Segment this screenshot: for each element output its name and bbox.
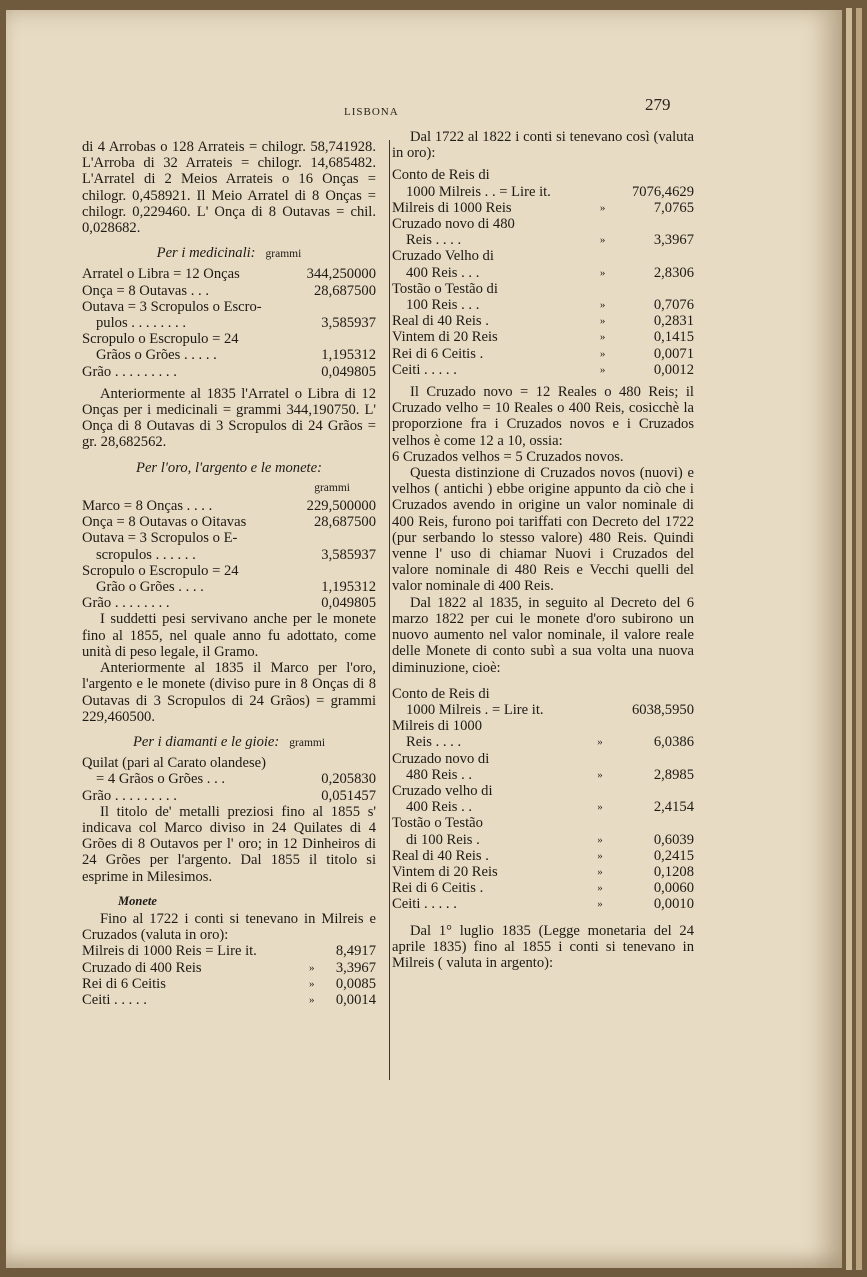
table-row — [82, 530, 376, 546]
row-value: 0,2831 — [653, 313, 694, 330]
left-column — [82, 139, 376, 1008]
row-label: Ceiti . . . . . — [82, 991, 147, 1008]
paragraph-anteriormente-1: Anteriormente al 1835 l'Arratel o Libra di 12 Onças per i medicinali = grammi 344,190750. L' Onça di 8 Outavas di 3 Scropulos di 24 Grãos = gr. 28,682562. — [82, 385, 376, 451]
section-heading-diamanti — [82, 734, 376, 751]
row-value: 0,049805 — [321, 595, 376, 612]
paragraph-questa: Questa distinzione di Cruzados novos (nuovi) e velhos ( antichi ) ebbe origine appunto da ciò che i Cruzados avendo in origine un valor nominale di 400 Reis, furono poi tariffati con Decreto del 1722 (pur serbando lo stesso valore) 480 Reis. Quindi venne l' uso di chiamar Nuovi i Cruzados del valore nominale di 480 Reis e Vecchi quelli del valor nominale di 400 Reis. — [392, 465, 694, 595]
row-label: 1000 Milreis . = Lire it. — [406, 701, 544, 718]
table-row — [392, 799, 694, 815]
table-row — [392, 864, 694, 880]
page-edge — [846, 8, 852, 1270]
row-label: Outava = 3 Scropulos o Escro- — [82, 298, 262, 315]
table-row — [392, 896, 694, 912]
row-value: 1,195312 — [321, 579, 376, 596]
table-row — [392, 815, 694, 831]
row-ditto-mark: » — [597, 849, 603, 862]
row-value: 0,0014 — [335, 991, 376, 1008]
table-row — [82, 547, 376, 563]
row-value: 2,4154 — [653, 799, 694, 816]
row-ditto-mark: » — [599, 363, 606, 376]
row-value — [615, 686, 694, 702]
row-ditto-mark: » — [308, 993, 315, 1006]
row-label: Outava = 3 Scropulos o E- — [82, 530, 238, 547]
row-ditto-mark: » — [597, 898, 603, 911]
table-row — [82, 788, 376, 804]
row-value: 3,585937 — [321, 315, 376, 332]
table-1822-1835 — [392, 686, 694, 913]
row-ditto-mark: » — [597, 801, 603, 814]
row-value — [615, 718, 694, 734]
row-label: Vintem di 20 Reis — [392, 329, 498, 346]
table-row — [392, 702, 694, 718]
row-value: 6,0386 — [653, 734, 694, 751]
row-ditto-mark — [585, 718, 615, 734]
row-value: 0,0071 — [653, 345, 694, 362]
row-value: 28,687500 — [313, 514, 376, 531]
row-ditto-mark — [588, 248, 618, 264]
row-label: = 4 Grãos o Grões . . . — [96, 771, 226, 788]
table-row — [392, 329, 694, 345]
row-label: Scropulo o Escropulo = 24 — [82, 562, 239, 579]
row-ditto-mark — [297, 943, 327, 959]
paragraph-anteriormente-2: Anteriormente al 1835 il Marco per l'oro, l'argento e le monete (diviso pure in 8 Onças di 8 Outavas di 3 Scropulos di 24 Grãos) = grammi 229,460500. — [82, 660, 376, 725]
row-value: 7076,4629 — [631, 183, 694, 200]
row-label: Vintem di 20 Reis — [392, 863, 498, 880]
row-label: 100 Reis . . . — [406, 297, 480, 314]
table-row — [82, 315, 376, 331]
row-value: 0,205830 — [321, 771, 376, 788]
table-row — [392, 297, 694, 313]
table-row — [392, 767, 694, 783]
row-label: 400 Reis . . . — [406, 264, 480, 281]
row-value — [615, 815, 694, 831]
row-value — [289, 530, 376, 546]
heading-text: Per i diamanti e le gioie: — [132, 733, 280, 750]
row-ditto-mark: » — [597, 833, 603, 846]
row-value: 0,0010 — [653, 896, 694, 913]
row-value: 6038,5950 — [631, 701, 694, 718]
row-label: scropulos . . . . . . — [96, 546, 196, 563]
row-label: Tostão o Testão — [392, 815, 483, 832]
unit-label: grammi — [289, 736, 326, 749]
row-label: Milreis di 1000 Reis — [392, 199, 512, 216]
row-label: Milreis di 1000 Reis = Lire it. — [82, 943, 257, 960]
row-value: 7,0765 — [653, 199, 694, 216]
row-ditto-mark — [585, 815, 615, 831]
table-row — [82, 266, 376, 282]
row-value: 0,0060 — [653, 880, 694, 897]
heading-text: Per l'oro, l'argento e le monete: — [136, 459, 322, 476]
table-row — [82, 960, 376, 976]
table-row — [392, 248, 694, 264]
row-ditto-mark — [585, 783, 615, 799]
right-column — [392, 129, 694, 971]
row-value: 2,8985 — [653, 766, 694, 783]
row-label: di 100 Reis . — [406, 831, 480, 848]
row-value — [294, 331, 376, 347]
row-ditto-mark: » — [599, 266, 606, 279]
row-ditto-mark: » — [597, 736, 603, 749]
formula-line: 6 Cruzados velhos = 5 Cruzados novos. — [392, 448, 624, 465]
table-monete — [82, 943, 376, 1008]
table-row — [82, 771, 376, 787]
table-row — [392, 184, 694, 200]
column-divider — [389, 140, 390, 1080]
row-label: Quilat (pari al Carato olandese) — [82, 755, 266, 772]
table-row — [392, 718, 694, 734]
row-ditto-mark — [588, 167, 618, 183]
table-row — [82, 976, 376, 992]
table-row — [82, 498, 376, 514]
row-label: Scropulo o Escropulo = 24 — [82, 331, 239, 348]
row-value: 344,250000 — [306, 266, 376, 283]
row-value — [618, 216, 694, 232]
paragraph-suddetti: I suddetti pesi servivano anche per le monete fino al 1855, nel quale anno fu adottato, come unità di peso legale, il Gramo. — [82, 611, 376, 660]
row-label: 400 Reis . . — [406, 799, 473, 816]
row-value: 229,500000 — [306, 498, 376, 515]
row-ditto-mark: » — [599, 331, 606, 344]
row-ditto-mark: » — [597, 865, 603, 878]
row-ditto-mark: » — [599, 347, 606, 360]
row-value: 2,8306 — [653, 264, 694, 281]
row-ditto-mark — [585, 702, 615, 718]
row-label: Grão . . . . . . . . . — [82, 787, 177, 804]
row-value: 3,585937 — [321, 546, 376, 563]
row-label: Conto de Reis di — [392, 685, 490, 702]
row-label: Cruzado Velho di — [392, 248, 494, 265]
table-row — [82, 755, 376, 771]
table-row — [82, 579, 376, 595]
table-row — [82, 992, 376, 1008]
row-label: Real di 40 Reis . — [392, 847, 489, 864]
row-value: 3,3967 — [653, 232, 694, 249]
row-value: 0,6039 — [653, 831, 694, 848]
unit-label: grammi — [265, 248, 302, 261]
table-row — [82, 331, 376, 347]
row-label: Grão . . . . . . . . . — [82, 363, 177, 380]
row-label: Reis . . . . — [406, 232, 462, 249]
row-value: 3,3967 — [335, 959, 376, 976]
row-label: Reis . . . . — [406, 734, 462, 751]
paragraph-dal-1722: Dal 1722 al 1822 i conti si tenevano così (valuta in oro): — [392, 129, 694, 162]
row-ditto-mark: » — [308, 977, 315, 990]
row-label: Ceiti . . . . . — [392, 896, 457, 913]
row-value: 0,049805 — [321, 363, 376, 380]
row-value: 0,2415 — [653, 847, 694, 864]
row-label: 1000 Milreis . . = Lire it. — [406, 183, 551, 200]
row-ditto-mark — [588, 184, 618, 200]
row-ditto-mark: » — [599, 201, 606, 214]
table-row — [82, 563, 376, 579]
row-value: 0,1415 — [653, 329, 694, 346]
table-row — [392, 783, 694, 799]
intro-paragraph: di 4 Arrobas o 128 Arrateis = chilogr. 58,741928. L'Arroba di 32 Arrateis = chilogr. 14,685482. L'Arratel di 2 Meios Arrateis o 16 Onças = chilogr. 0,458921. Il Meio Arratel di 8 Onças = chilogr. 0,229460. L' Onça di 8 Outavas = chil. 0,028682. — [82, 139, 376, 237]
row-label: Ceiti . . . . . — [392, 361, 457, 378]
paragraph-titolo: Il titolo de' metalli preziosi fino al 1855 s' indicava col Marco diviso in 24 Quilates di 4 Grões di 8 Outavos per l' oro; in 12 Dinheiros di 24 Grões per l'argento. Dal 1855 il titolo si esprime in Milesimos. — [82, 803, 376, 885]
row-label: Rei di 6 Ceitis . — [392, 880, 484, 897]
table-row — [392, 880, 694, 896]
table-oro — [82, 498, 376, 611]
row-label: Grãos o Grões . . . . . — [96, 347, 217, 364]
row-label: Rei di 6 Ceitis . — [392, 345, 484, 362]
table-row — [392, 200, 694, 216]
table-medicinali — [82, 266, 376, 379]
row-value — [294, 299, 376, 315]
section-heading-medicinali — [82, 245, 376, 262]
row-label: pulos . . . . . . . . — [96, 315, 186, 332]
row-value: 8,4917 — [335, 943, 376, 960]
row-value: 0,0012 — [653, 361, 694, 378]
row-value — [615, 783, 694, 799]
row-ditto-mark: » — [599, 299, 606, 312]
row-value: 28,687500 — [313, 282, 376, 299]
row-value: 0,051457 — [321, 787, 376, 804]
section-heading-oro — [82, 460, 376, 476]
table-row — [392, 848, 694, 864]
table-row — [392, 346, 694, 362]
unit-label: grammi — [314, 481, 350, 494]
table-row — [392, 265, 694, 281]
table-diamanti — [82, 755, 376, 804]
row-value: 0,1208 — [653, 863, 694, 880]
table-row — [392, 686, 694, 702]
row-ditto-mark: » — [597, 882, 603, 895]
row-label: Conto de Reis di — [392, 167, 490, 184]
table-row — [82, 514, 376, 530]
table-1722-1822 — [392, 167, 694, 378]
row-label: Real di 40 Reis . — [392, 313, 489, 330]
row-label: Grão . . . . . . . . — [82, 595, 170, 612]
row-label: Rei di 6 Ceitis — [82, 975, 166, 992]
row-label: Grão o Grões . . . . — [96, 579, 204, 596]
row-value: 0,7076 — [653, 297, 694, 314]
row-value: 0,0085 — [335, 975, 376, 992]
row-label: Arratel o Libra = 12 Onças — [82, 266, 240, 283]
table-row — [82, 347, 376, 363]
row-value — [618, 281, 694, 297]
heading-text: Per i medicinali: — [156, 245, 256, 262]
row-value — [618, 167, 694, 183]
row-label: Tostão o Testão di — [392, 280, 498, 297]
row-label: Milreis di 1000 — [392, 718, 482, 735]
table-row — [392, 832, 694, 848]
row-ditto-mark — [588, 216, 618, 232]
table-row — [82, 943, 376, 959]
running-header: LISBONA — [344, 106, 399, 118]
table-row — [82, 299, 376, 315]
row-label: 480 Reis . . — [406, 766, 473, 783]
row-ditto-mark: » — [599, 234, 606, 247]
row-label: Cruzado novo di 480 — [392, 216, 515, 233]
row-ditto-mark: » — [308, 961, 315, 974]
row-value — [289, 563, 376, 579]
section-heading-monete: Monete — [118, 893, 157, 908]
row-ditto-mark: » — [597, 768, 603, 781]
page-number: 279 — [645, 95, 671, 114]
table-row — [392, 734, 694, 750]
row-value: 1,195312 — [321, 347, 376, 364]
table-row — [392, 751, 694, 767]
row-value — [615, 751, 694, 767]
row-ditto-mark — [585, 686, 615, 702]
paragraph-dal-1835: Dal 1° luglio 1835 (Legge monetaria del 24 aprile 1835) fino al 1855 i conti si tenevano in Milreis ( valuta in argento): — [392, 922, 694, 971]
row-label: Onça = 8 Outavas o Oitavas — [82, 514, 247, 531]
table-row — [392, 167, 694, 183]
table-row — [392, 313, 694, 329]
paragraph-cruzado-novo: Il Cruzado novo = 12 Reales o 480 Reis; il Cruzado velho = 10 Reales o 400 Reis, cosicchè la proporzione fra i Cruzados novos e i Cruzados velhos è come 12 a 10, ossia: — [392, 384, 694, 449]
paragraph-dal-1822: Dal 1822 al 1835, in seguito al Decreto del 6 marzo 1822 per cui le monete d'oro subirono un nuovo aumento nel valor nominale, il valore reale delle Monete di conto subì a sua volta una nuova diminuzione, cioè: — [392, 594, 694, 676]
row-ditto-mark — [585, 751, 615, 767]
row-label: Cruzado velho di — [392, 782, 493, 799]
row-label: Marco = 8 Onças . . . . — [82, 498, 213, 515]
table-row — [392, 232, 694, 248]
row-value — [618, 248, 694, 264]
table-row — [82, 364, 376, 380]
page-edge — [856, 8, 862, 1270]
table-row — [82, 595, 376, 611]
row-ditto-mark: » — [599, 315, 606, 328]
paragraph-fino-1722: Fino al 1722 i conti si tenevano in Milreis e Cruzados (valuta in oro): — [82, 910, 376, 944]
row-label: Cruzado novo di — [392, 750, 490, 767]
row-label: Cruzado di 400 Reis — [82, 959, 202, 976]
row-value — [309, 755, 376, 771]
row-label: Onça = 8 Outavas . . . — [82, 282, 209, 299]
table-row — [392, 281, 694, 297]
table-row — [392, 362, 694, 378]
table-row — [392, 216, 694, 232]
row-ditto-mark — [588, 281, 618, 297]
table-row — [82, 283, 376, 299]
